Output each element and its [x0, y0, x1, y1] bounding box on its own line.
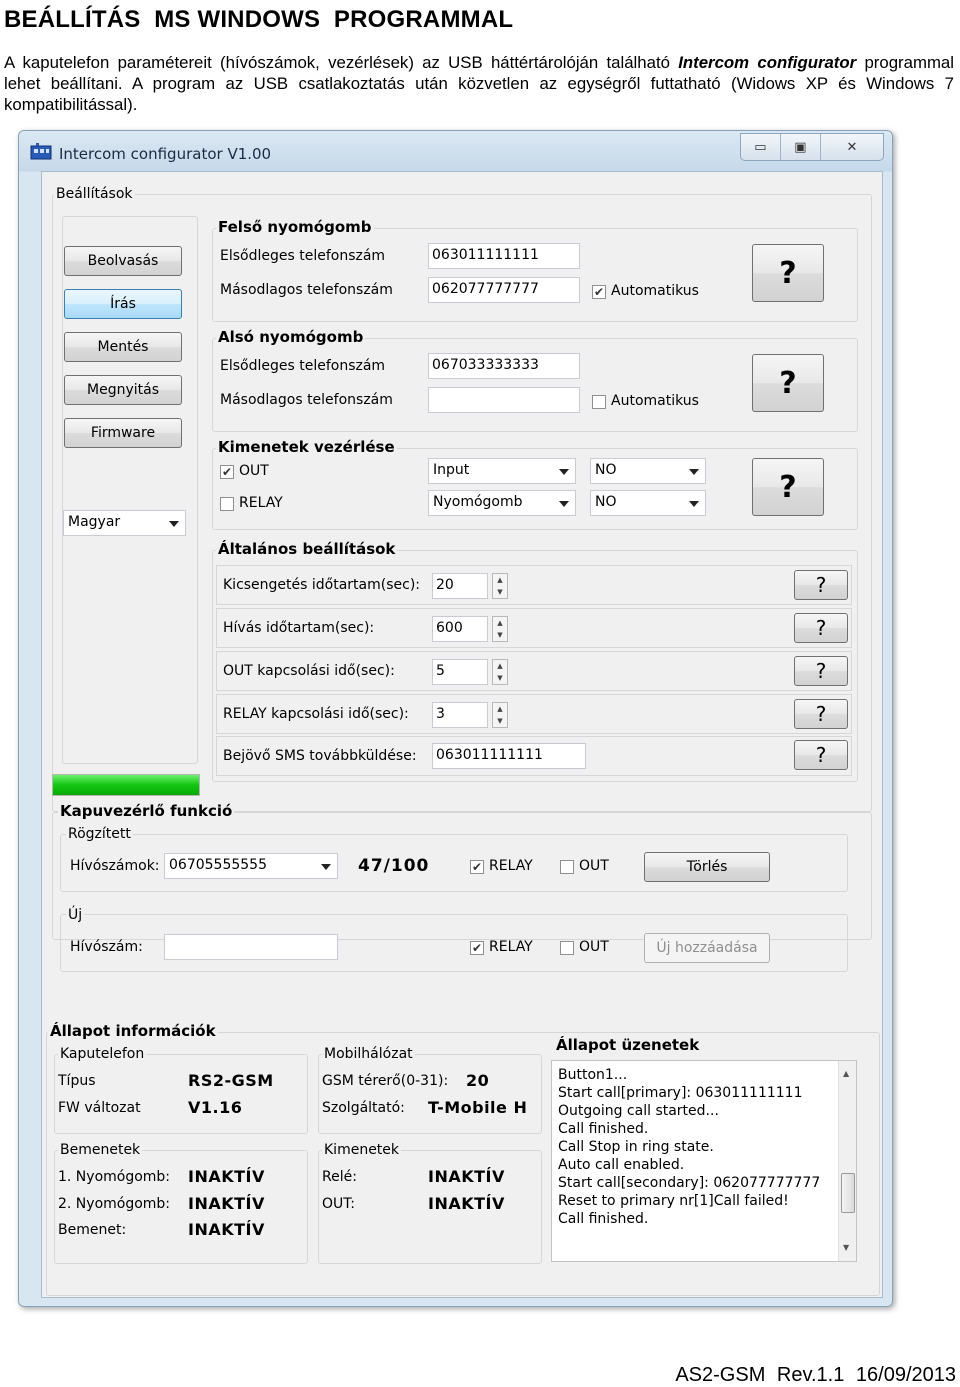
settings-group-label: Beállítások [56, 186, 133, 202]
gate-new-relay-label: RELAY [489, 939, 533, 955]
mobile-label: Mobilhálózat [324, 1046, 413, 1062]
paragraph-text-1: A kaputelefon paramétereit (hívószámok, vezérlések) az USB háttértárolóján található [4, 53, 679, 72]
lower-auto-checkbox[interactable] [592, 395, 606, 409]
inputs-label: Bemenetek [60, 1142, 141, 1158]
gsm-label: GSM térerő(0-31): [322, 1073, 449, 1089]
sms-forward-input[interactable]: 063011111111 [432, 743, 586, 769]
lower-button-title: Alsó nyomógomb [218, 328, 364, 346]
scroll-up-icon[interactable]: ▲ [843, 1069, 850, 1078]
relay-time-help-button[interactable]: ? [794, 699, 848, 729]
upper-button-title: Felső nyomógomb [218, 218, 372, 236]
gate-fixed-relay-checkbox[interactable]: ✔ [471, 860, 483, 874]
ring-time-label: Kicsengetés időtartam(sec): [223, 577, 421, 593]
outputs-status-label: Kimenetek [324, 1142, 400, 1158]
relay-contact-select[interactable]: NO [590, 490, 706, 516]
message-line: Call finished. [558, 1121, 649, 1137]
button2-value: INAKTÍV [188, 1194, 265, 1213]
upper-secondary-label: Másodlagos telefonszám [220, 282, 393, 298]
minimize-button[interactable]: ▭ [741, 134, 781, 160]
ring-time-help-button[interactable]: ? [794, 570, 848, 600]
gate-fixed-relay-label: RELAY [489, 858, 533, 874]
firmware-button[interactable]: Firmware [64, 418, 182, 448]
relay-time-input[interactable]: 3 [432, 702, 488, 728]
upper-primary-input[interactable]: 063011111111 [428, 243, 580, 269]
messages-title: Állapot üzenetek [556, 1036, 700, 1054]
out-status-value: INAKTÍV [428, 1194, 505, 1213]
fw-value: V1.16 [188, 1098, 243, 1117]
write-button[interactable]: Írás [64, 289, 182, 319]
close-button[interactable]: ✕ [846, 139, 858, 155]
scroll-thumb[interactable] [841, 1173, 855, 1213]
intercom-panel [54, 1054, 308, 1134]
gate-new-out-label: OUT [579, 939, 609, 955]
upper-secondary-input[interactable]: 062077777777 [428, 277, 580, 303]
relay-time-spinner[interactable]: ▲ ▼ [492, 702, 508, 728]
gate-new-out-checkbox[interactable] [560, 941, 574, 955]
call-time-help-button[interactable]: ? [794, 613, 848, 643]
button2-label: 2. Nyomógomb: [58, 1196, 171, 1212]
upper-primary-label: Elsődleges telefonszám [220, 248, 386, 264]
intercom-label: Kaputelefon [60, 1046, 145, 1062]
paragraph-text-2: programmal lehet beállítani. A program az USB csatlakoztatás után közvetlen az egységről futtatható (Widows XP és Windows 7 kompatibilitással). [4, 53, 954, 114]
window-title: Intercom configurator V1.00 [59, 145, 272, 163]
out-mode-select[interactable]: Input [428, 458, 576, 484]
mobile-panel [318, 1054, 542, 1134]
gate-numbers-label: Hívószámok: [70, 858, 160, 874]
upper-help-button[interactable]: ? [752, 244, 824, 302]
sms-forward-help-button[interactable]: ? [794, 740, 848, 770]
provider-value: T-Mobile H [428, 1098, 528, 1117]
message-line: Start call[primary]: 063011111111 [558, 1085, 803, 1101]
message-line: Auto call enabled. [558, 1157, 685, 1173]
gate-fixed-out-checkbox[interactable] [560, 860, 574, 874]
scroll-down-icon[interactable]: ▼ [843, 1243, 850, 1252]
out-contact-select[interactable]: NO [590, 458, 706, 484]
app-icon [30, 143, 52, 161]
out-time-spinner[interactable]: ▲ ▼ [492, 659, 508, 685]
button1-label: 1. Nyomógomb: [58, 1169, 171, 1185]
relay-label: RELAY [239, 495, 283, 511]
lower-secondary-label: Másodlagos telefonszám [220, 392, 393, 408]
gate-fixed-out-label: OUT [579, 858, 609, 874]
messages-lines [558, 1066, 850, 1228]
input-value: INAKTÍV [188, 1220, 265, 1239]
read-button[interactable]: Beolvasás [64, 246, 182, 276]
call-time-spinner[interactable]: ▲ ▼ [492, 616, 508, 642]
out-checkbox[interactable]: ✔ [221, 465, 233, 479]
out-label: OUT [239, 463, 269, 479]
relay-mode-select[interactable]: Nyomógomb [428, 490, 576, 516]
gate-count: 47/100 [358, 856, 430, 876]
sms-forward-label: Bejövő SMS továbbküldése: [223, 748, 417, 764]
gate-numbers-select[interactable]: 06705555555 [164, 853, 338, 879]
out-time-label: OUT kapcsolási idő(sec): [223, 663, 395, 679]
out-status-label: OUT: [322, 1196, 355, 1212]
gate-fixed-label: Rögzített [68, 826, 131, 842]
lower-auto-label: Automatikus [611, 393, 699, 409]
out-time-input[interactable]: 5 [432, 659, 488, 685]
message-line: Call Stop in ring state. [558, 1139, 714, 1155]
ring-time-spinner[interactable]: ▲ ▼ [492, 573, 508, 599]
gsm-value: 20 [466, 1071, 490, 1090]
gate-number-label: Hívószám: [70, 939, 143, 955]
gate-add-button[interactable]: Új hozzáadása [644, 933, 770, 963]
button1-value: INAKTÍV [188, 1167, 265, 1186]
app-window [18, 130, 893, 1307]
provider-label: Szolgáltató: [322, 1100, 405, 1116]
open-button[interactable]: Megnyitás [64, 375, 182, 405]
upper-auto-checkbox[interactable]: ✔ [593, 285, 605, 299]
document-paragraph [4, 52, 954, 115]
save-button[interactable]: Mentés [64, 332, 182, 362]
gate-title: Kapuvezérlő funkció [60, 802, 233, 820]
input-label: Bemenet: [58, 1222, 127, 1238]
lower-secondary-input[interactable] [428, 387, 580, 413]
status-title: Állapot információk [50, 1022, 216, 1040]
gate-new-relay-checkbox[interactable]: ✔ [471, 941, 483, 955]
message-line: Button1... [558, 1067, 628, 1083]
relay-status-value: INAKTÍV [428, 1167, 505, 1186]
lower-help-button[interactable]: ? [752, 354, 824, 412]
fw-label: FW változat [58, 1100, 141, 1116]
relay-status-label: Relé: [322, 1169, 357, 1185]
relay-time-label: RELAY kapcsolási idő(sec): [223, 706, 409, 722]
messages-scrollbar[interactable] [838, 1061, 856, 1261]
gate-number-input[interactable] [164, 934, 338, 960]
general-title: Általános beállítások [218, 540, 396, 558]
lower-primary-label: Elsődleges telefonszám [220, 358, 386, 374]
maximize-button[interactable]: ▣ [781, 134, 821, 160]
outputs-help-button[interactable]: ? [752, 458, 824, 516]
message-line: Outgoing call started... [558, 1103, 719, 1119]
gate-delete-button[interactable]: Törlés [644, 852, 770, 882]
progress-fill [53, 775, 199, 795]
call-time-input[interactable]: 600 [432, 616, 488, 642]
messages-log[interactable] [551, 1060, 857, 1262]
type-value: RS2-GSM [188, 1071, 274, 1090]
upper-auto-label: Automatikus [611, 283, 699, 299]
window-client-area [41, 171, 883, 1298]
call-time-label: Hívás időtartam(sec): [223, 620, 375, 636]
outputs-title: Kimenetek vezérlése [218, 438, 395, 456]
type-label: Típus [58, 1073, 96, 1089]
relay-checkbox[interactable] [220, 497, 234, 511]
document-footer: AS2-GSM Rev.1.1 16/09/2013 [675, 1364, 956, 1386]
window-controls [740, 133, 884, 161]
message-line: Start call[secondary]: 062077777777 [558, 1175, 821, 1191]
language-select[interactable]: Magyar [63, 510, 186, 536]
ring-time-input[interactable]: 20 [432, 573, 488, 599]
lower-primary-input[interactable]: 067033333333 [428, 353, 580, 379]
paragraph-emphasis: Intercom configurator [678, 53, 857, 72]
gate-new-label: Új [68, 907, 83, 923]
document-title: BEÁLLÍTÁS MS WINDOWS PROGRAMMAL [4, 6, 514, 33]
progress-bar [52, 774, 200, 796]
message-line: Reset to primary nr[1]Call failed! [558, 1193, 789, 1209]
out-time-help-button[interactable]: ? [794, 656, 848, 686]
message-line: Call finished. [558, 1211, 649, 1227]
